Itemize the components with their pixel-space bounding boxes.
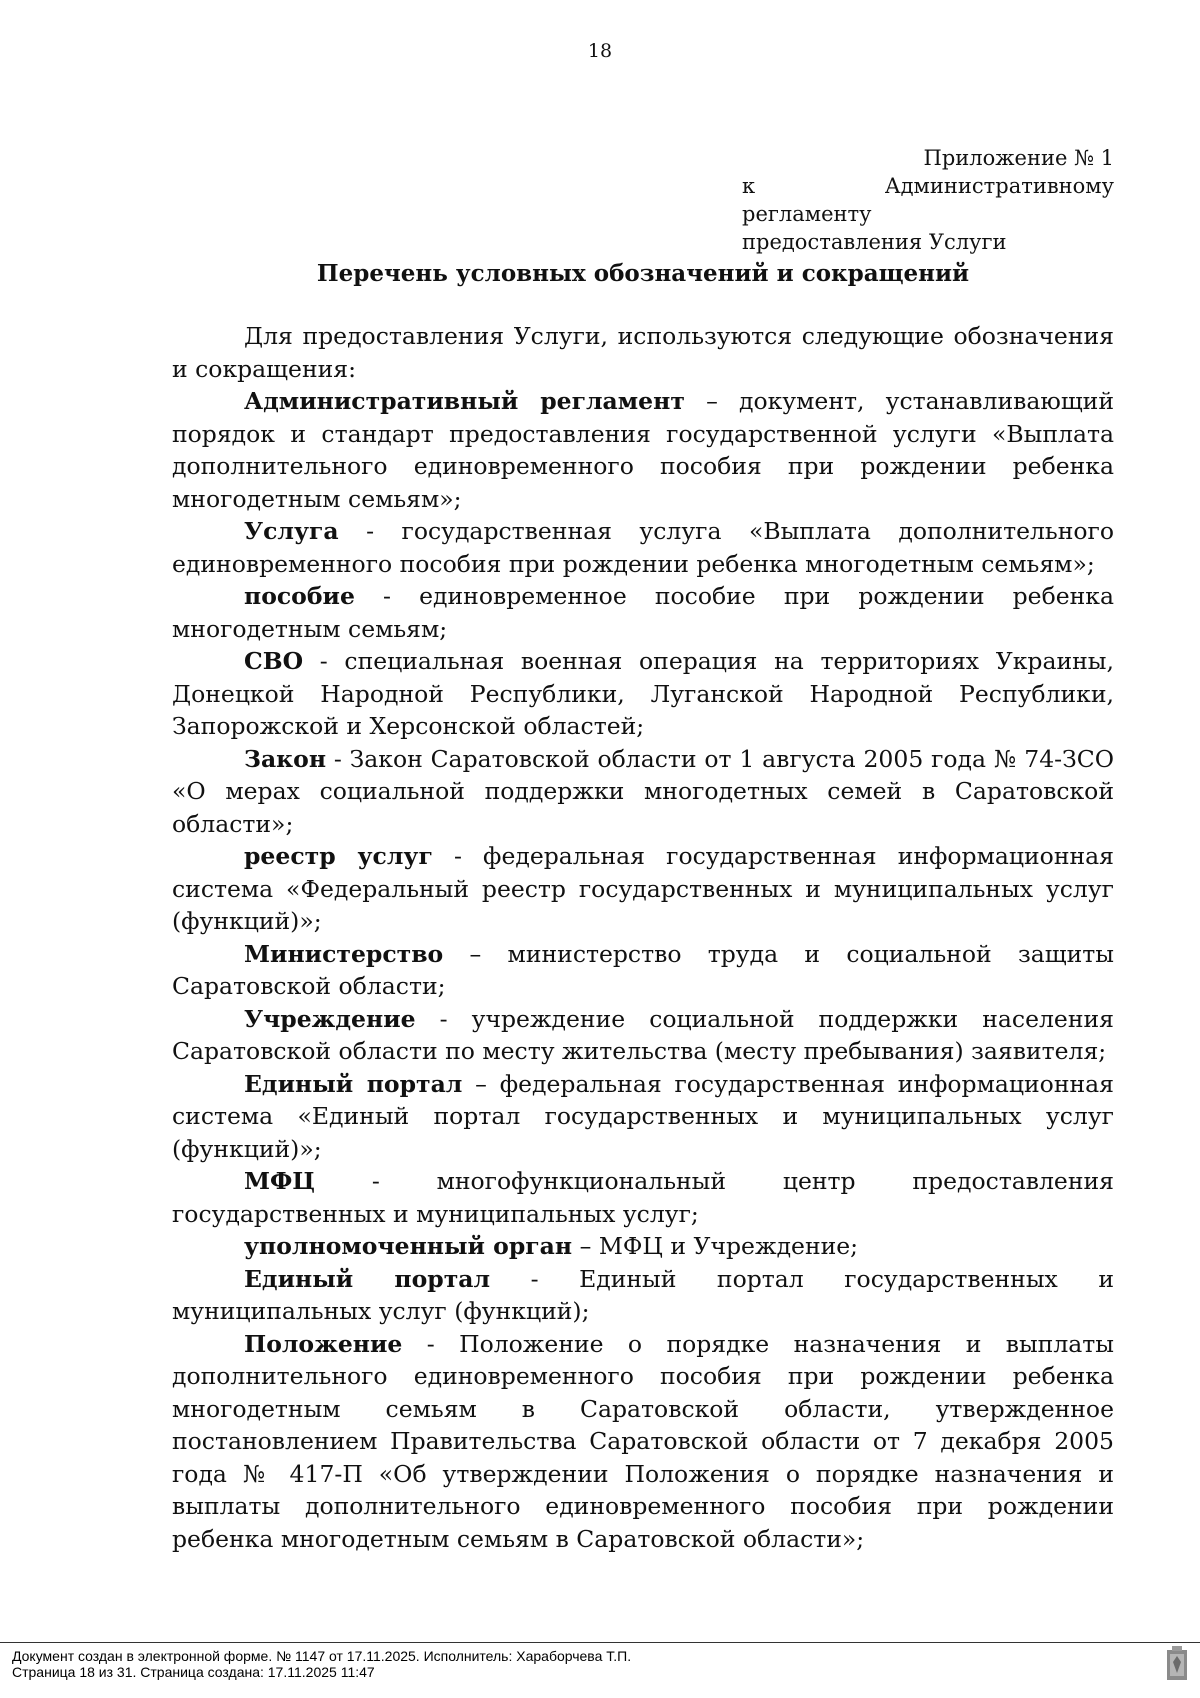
definition-text: учреждение социальной поддержки населения Саратовской области по месту жительства (месту пребывания) заявителя; [172, 1004, 1114, 1065]
definition-item [172, 1328, 1114, 1556]
definition-text: федеральная государственная информационная система «Федеральный реестр государственных и муниципальных услуг (функций)»; [172, 842, 1114, 935]
definition-text: Закон Саратовской области от 1 августа 2005 года № 74-ЗСО «О мерах социальной поддержки многодетных семей в Саратовской области»; [172, 744, 1114, 838]
definition-item [172, 938, 1114, 1003]
definition-item [172, 743, 1114, 841]
footer-divider [0, 1642, 1200, 1643]
definition-text: специальная военная операция на территориях Украины, Донецкой Народной Республики, Луганской Народной Республики, Запорожской и Херсонской областей; [172, 647, 1114, 740]
definition-separator: - [490, 1264, 580, 1293]
appendix-subject: предоставления Услуги [742, 230, 1007, 254]
definition-separator: – [572, 1232, 599, 1260]
definition-text: федеральная государственная информационная система «Единый портал государственных и муниципальных услуг (функций)»; [172, 1069, 1114, 1163]
definition-item [172, 1068, 1114, 1166]
appendix-number: Приложение № 1 [923, 146, 1114, 170]
definition-item [172, 1263, 1114, 1328]
definition-text: государственная услуга «Выплата дополнительного единовременного пособия при рождении ребенка многодетным семьям»; [172, 517, 1114, 578]
definition-text: МФЦ и Учреждение; [598, 1232, 859, 1260]
definition-separator: - [303, 647, 345, 675]
definition-separator: - [315, 1167, 437, 1195]
definition-separator: - [432, 842, 484, 870]
definition-term: МФЦ [244, 1167, 316, 1195]
definition-item [172, 1230, 1114, 1263]
definition-separator: - [415, 1004, 472, 1033]
definition-text: документ, устанавливающий порядок и стандарт предоставления государственной услуги «Выплата дополнительного единовременного пособия при рождении ребенка многодетным семьям»; [172, 387, 1114, 513]
definition-item [172, 385, 1114, 515]
definition-text: Положение о порядке назначения и выплаты дополнительного единовременного пособия при рождении ребенка многодетным семьям в Саратовской области, утвержденное постановлением Правительства Саратовской области от 7 декабря 2005 года № 417-П «Об утверждении Положения о порядке назначения и выплаты дополнительного единовременного пособия при рождении ребенка многодетным семьям в Саратовской области»; [172, 1329, 1114, 1553]
definition-term: Учреждение [244, 1004, 416, 1033]
definition-term: Административный регламент [244, 387, 685, 415]
appendix-reference: к Административному регламенту [742, 174, 1114, 226]
definition-term: Единый портал [244, 1069, 463, 1098]
definition-item [172, 1165, 1114, 1230]
definition-term: Закон [244, 744, 327, 773]
definition-text: министерство труда и социальной защиты Саратовской области; [172, 939, 1114, 1000]
document-body [172, 320, 1114, 1555]
definition-separator: – [443, 939, 508, 968]
definition-term: пособие [244, 582, 355, 610]
footer-document-info: Документ создан в электронной форме. № 1147 от 17.11.2025. Исполнитель: Хараборчева Т.П. [12, 1648, 632, 1664]
definition-term: Услуга [244, 517, 339, 545]
definition-item [172, 645, 1114, 743]
document-footer [12, 1648, 631, 1680]
definition-separator: – [684, 387, 739, 415]
emblem-icon [1166, 1646, 1188, 1682]
definition-term: Единый портал [244, 1264, 491, 1293]
definition-separator: - [402, 1329, 460, 1358]
definition-term: Положение [244, 1329, 403, 1358]
definition-item [172, 580, 1114, 645]
definition-term: Министерство [244, 939, 444, 968]
definition-text: Единый портал государственных и муниципальных услуг (функций); [172, 1264, 1114, 1325]
definition-item [172, 515, 1114, 580]
page-number: 18 [587, 40, 613, 62]
definition-separator: – [462, 1069, 500, 1098]
definition-separator: - [354, 582, 420, 610]
document-title: Перечень условных обозначений и сокращений [316, 260, 970, 287]
definition-text: единовременное пособие при рождении ребенка многодетным семьям; [172, 582, 1114, 643]
appendix-header [742, 144, 1114, 256]
definition-term: реестр услуг [244, 842, 433, 870]
definition-term: уполномоченный орган [244, 1232, 573, 1260]
definition-item [172, 840, 1114, 938]
definition-separator: - [338, 517, 402, 545]
definition-separator: - [326, 744, 350, 773]
definition-text: многофункциональный центр предоставления государственных и муниципальных услуг; [172, 1167, 1114, 1228]
footer-page-info: Страница 18 из 31. Страница создана: 17.11.2025 11:47 [12, 1664, 375, 1680]
intro-paragraph: Для предоставления Услуги, используются следующие обозначения и сокращения: [172, 322, 1114, 383]
definition-term: СВО [244, 647, 304, 675]
definition-item [172, 1003, 1114, 1068]
